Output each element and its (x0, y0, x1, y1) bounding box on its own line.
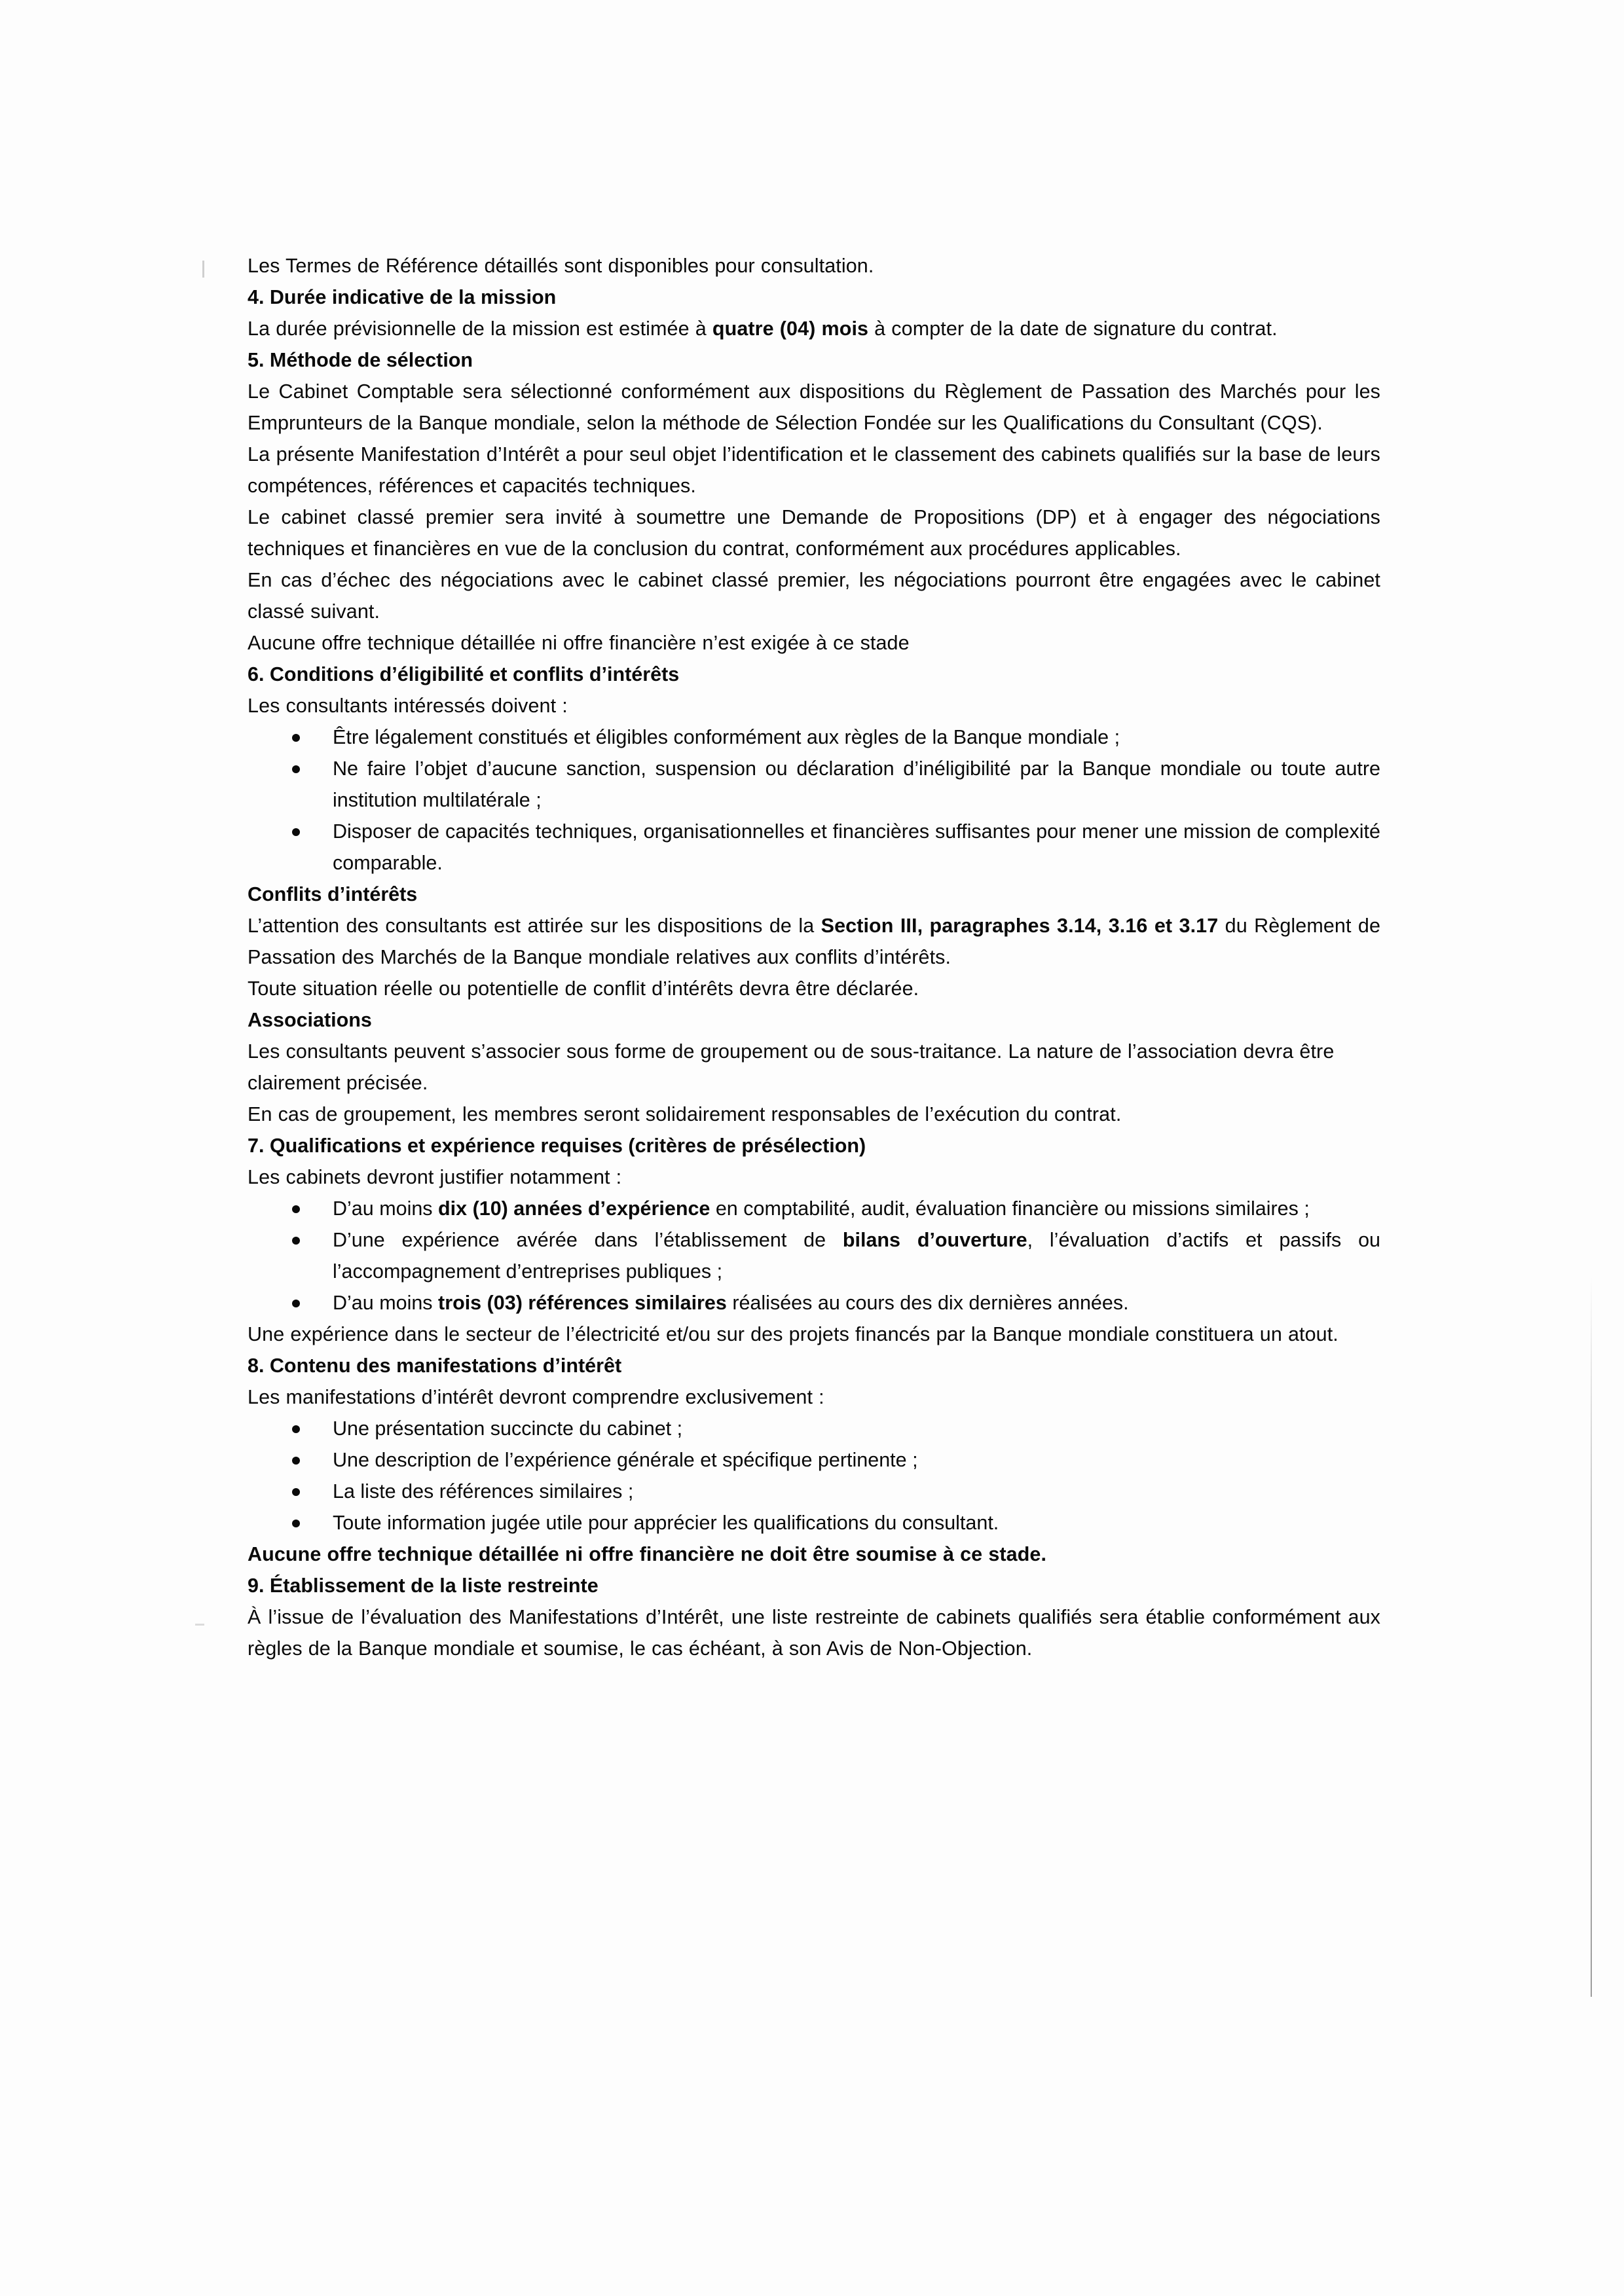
text-run: À l’issue de l’évaluation des Manifestations d’Intérêt, une liste restreinte de cabinets qualifiés sera établie conformément aux règles de la Banque mondiale et soumise, le cas échéant, à son Avis de Non-Objection. (248, 1606, 1380, 1660)
list-item-label: Ne faire l’objet d’aucune sanction, suspension ou déclaration d’inéligibilité par la Banque mondiale ou toute autre institution multilatérale ; (333, 757, 1380, 811)
text-run: réalisées au cours des dix dernières années. (726, 1292, 1129, 1314)
section-heading-7: 7. Qualifications et expérience requises (critères de présélection) (248, 1135, 866, 1157)
text-run: Le Cabinet Comptable sera sélectionné conformément aux dispositions du Règlement de Passation des Marchés pour les Emprunteurs de la Banque mondiale, selon la méthode de Sélection Fondée sur les Qualifications du Consultant (CQS). (248, 380, 1380, 434)
conflits-paragraph-1 (248, 910, 1380, 973)
emphasis-run: trois (03) références similaires (438, 1292, 727, 1314)
section-8-bullet-list (248, 1413, 1380, 1539)
text-run: En cas d’échec des négociations avec le cabinet classé premier, les négociations pourront être engagées avec le cabinet classé suivant. (248, 569, 1380, 623)
section-8-lead-in: Les manifestations d’intérêt devront comprendre exclusivement : (248, 1386, 824, 1408)
section-heading-9: 9. Établissement de la liste restreinte (248, 1575, 599, 1597)
associations-paragraph-2 (248, 1099, 1380, 1130)
list-item (248, 1224, 1380, 1287)
subheading-conflits-d-interets: Conflits d’intérêts (248, 883, 418, 905)
emphasis-run: bilans d’ouverture (842, 1229, 1027, 1251)
section-heading-5: 5. Méthode de sélection (248, 349, 473, 371)
list-item-label: La liste des références similaires ; (333, 1480, 634, 1503)
list-item-label: Une description de l’expérience générale et spécifique pertinente ; (333, 1449, 918, 1471)
text-run: L’attention des consultants est attirée sur les dispositions de la (248, 915, 821, 937)
scan-artifact-tick-middle (195, 1624, 204, 1626)
emphasis-run: quatre (04) mois (712, 318, 869, 340)
bullet-dot-icon (292, 1237, 300, 1245)
list-item (248, 1476, 1380, 1507)
bullet-dot-icon (292, 1520, 300, 1527)
text-run: La présente Manifestation d’Intérêt a pour seul objet l’identification et le classement des cabinets qualifiés sur la base de leurs compétences, références et capacités techniques. (248, 443, 1380, 497)
list-item-label (333, 1292, 1129, 1314)
section-6-lead-in: Les consultants intéressés doivent : (248, 695, 568, 717)
section-heading-6: 6. Conditions d’éligibilité et conflits d’intérêts (248, 663, 680, 685)
list-item-label: Toute information jugée utile pour apprécier les qualifications du consultant. (333, 1512, 999, 1534)
list-item (248, 1287, 1380, 1319)
bullet-dot-icon (292, 1205, 300, 1213)
list-item (248, 721, 1380, 753)
list-item (248, 753, 1380, 816)
section-5-paragraph-1 (248, 376, 1380, 439)
section-8-bold-notice: Aucune offre technique détaillée ni offre financière ne doit être soumise à ce stade. (248, 1543, 1047, 1565)
scan-artifact-tick-top (202, 261, 204, 278)
text-run: D’au moins (333, 1197, 439, 1220)
section-4-paragraph-1 (248, 313, 1380, 344)
section-5-paragraph-4 (248, 564, 1380, 627)
text-run: Toute situation réelle ou potentielle de conflit d’intérêts devra être déclarée. (248, 977, 919, 1000)
subheading-associations: Associations (248, 1009, 372, 1031)
conflits-paragraph-2 (248, 973, 1380, 1004)
section-7-lead-in: Les cabinets devront justifier notamment : (248, 1166, 622, 1188)
intro-line: Les Termes de Référence détaillés sont disponibles pour consultation. (248, 255, 874, 277)
section-7-closing-paragraph: Une expérience dans le secteur de l’électricité et/ou sur des projets financés par la Banque mondiale constituera un atout. (248, 1323, 1338, 1345)
bullet-dot-icon (292, 1425, 300, 1433)
section-9-paragraph-1 (248, 1601, 1380, 1664)
list-item-label (333, 1197, 1310, 1220)
section-5-paragraph-2 (248, 439, 1380, 501)
bullet-dot-icon (292, 1488, 300, 1496)
associations-paragraph-1 (248, 1036, 1380, 1099)
section-7-bullet-list (248, 1193, 1380, 1319)
scan-artifact-edge-line (1591, 1277, 1592, 1997)
list-item (248, 1507, 1380, 1539)
text-run: Aucune offre technique détaillée ni offre financière n’est exigée à ce stade (248, 632, 910, 654)
bullet-dot-icon (292, 1457, 300, 1465)
text-run: en comptabilité, audit, évaluation financière ou missions similaires ; (710, 1197, 1310, 1220)
section-5-paragraph-3 (248, 501, 1380, 564)
text-run: Les consultants peuvent s’associer sous forme de groupement ou de sous-traitance. La nature de l’association devra être clairement précisée. (248, 1040, 1335, 1094)
emphasis-run: dix (10) années d’expérience (438, 1197, 710, 1220)
section-heading-8: 8. Contenu des manifestations d’intérêt (248, 1355, 622, 1377)
text-run: , l’évaluation d’actifs et passifs ou l’accompagnement d’entreprises publiques ; (333, 1229, 1380, 1283)
bullet-dot-icon (292, 1300, 300, 1307)
bullet-dot-icon (292, 765, 300, 773)
list-item (248, 1413, 1380, 1444)
section-5-paragraph-5 (248, 627, 1380, 659)
bullet-dot-icon (292, 828, 300, 836)
section-heading-4: 4. Durée indicative de la mission (248, 286, 557, 308)
text-run: D’au moins (333, 1292, 439, 1314)
emphasis-run: Section III, paragraphes 3.14, 3.16 et 3.17 (821, 915, 1219, 937)
text-run: En cas de groupement, les membres seront solidairement responsables de l’exécution du contrat. (248, 1103, 1122, 1125)
text-run: du Règlement de Passation des Marchés de la Banque mondiale relatives aux conflits d’intérêts. (248, 915, 1381, 968)
list-item (248, 816, 1380, 879)
list-item (248, 1444, 1380, 1476)
list-item-label: Disposer de capacités techniques, organisationnelles et financières suffisantes pour mener une mission de complexité comparable. (333, 820, 1380, 874)
list-item (248, 1193, 1380, 1224)
list-item-label: Être légalement constitués et éligibles conformément aux règles de la Banque mondiale ; (333, 726, 1120, 748)
document-body (248, 250, 1380, 1664)
section-6-bullet-list (248, 721, 1380, 879)
list-item-label (333, 1229, 1380, 1283)
text-run: La durée prévisionnelle de la mission est estimée à (248, 318, 712, 340)
text-run: à compter de la date de signature du contrat. (868, 318, 1278, 340)
bullet-dot-icon (292, 734, 300, 742)
text-run: D’une expérience avérée dans l’établissement de (333, 1229, 843, 1251)
text-run: Le cabinet classé premier sera invité à soumettre une Demande de Propositions (DP) et à engager des négociations techniques et financières en vue de la conclusion du contrat, conformément aux procédures applicables. (248, 506, 1380, 560)
list-item-label: Une présentation succincte du cabinet ; (333, 1417, 683, 1440)
